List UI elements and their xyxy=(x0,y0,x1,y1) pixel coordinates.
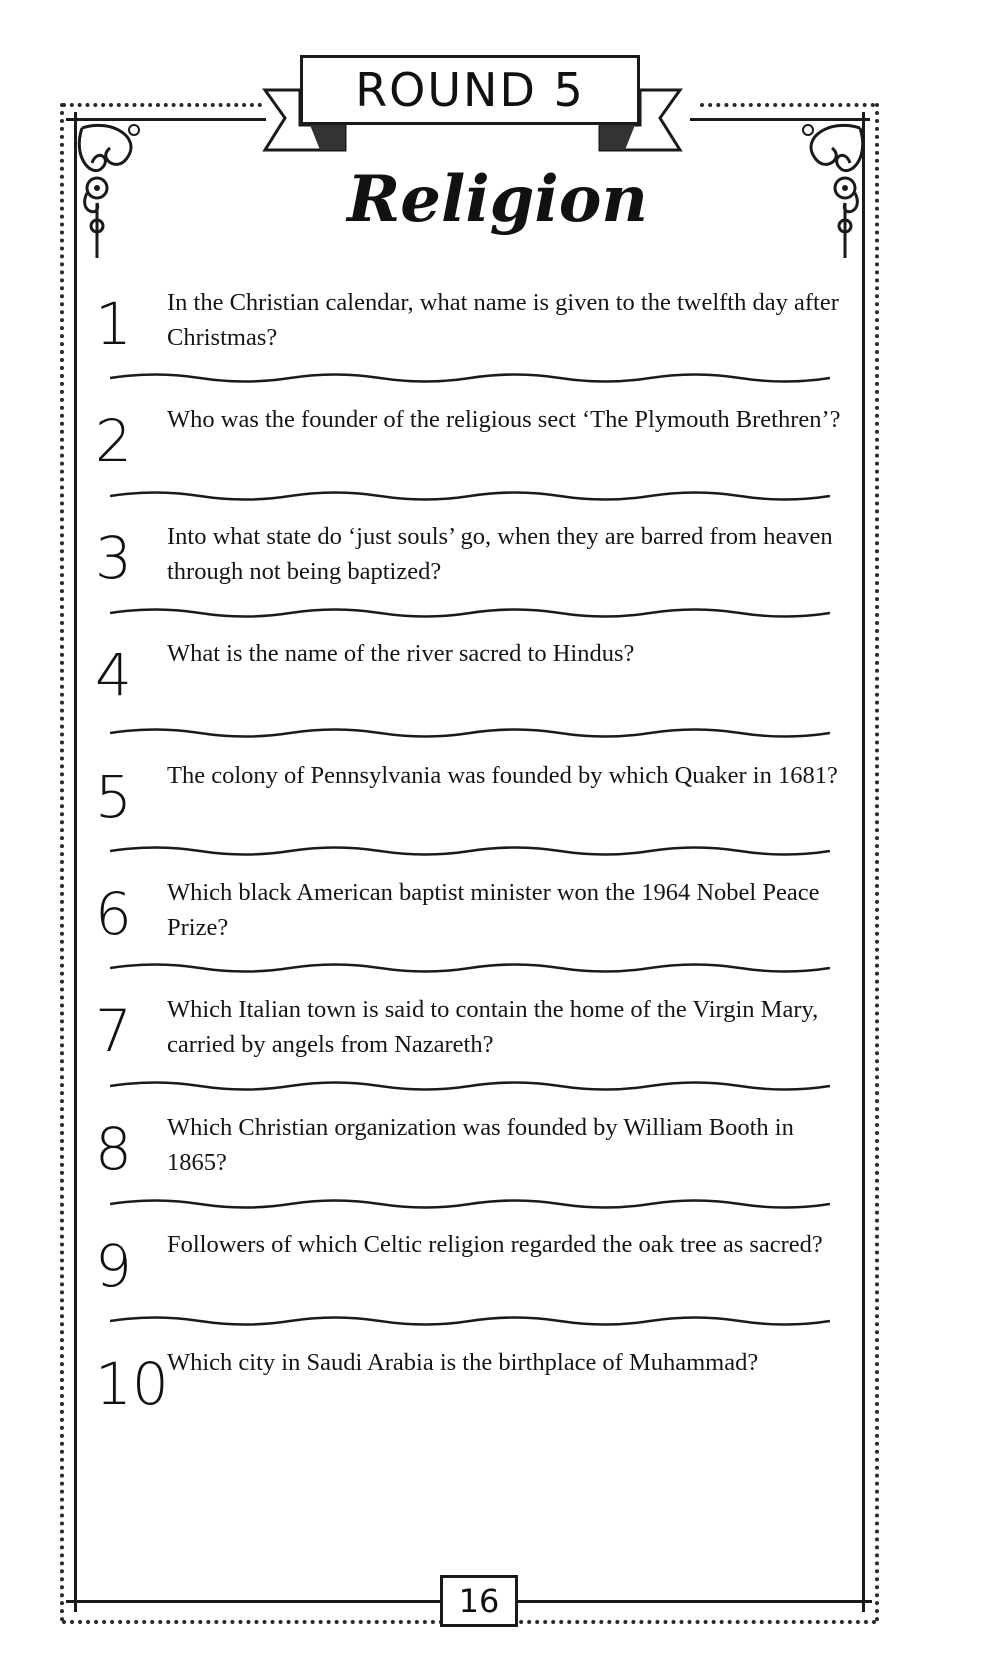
wavy-divider xyxy=(110,960,830,974)
question-text: In the Christian calendar, what name is given to the twelfth day after Christmas? xyxy=(167,289,839,351)
frame-left xyxy=(74,112,77,1612)
wavy-divider xyxy=(110,1078,830,1092)
right-dotted-border xyxy=(875,103,879,1623)
frame-right xyxy=(862,112,865,1612)
question-text: Into what state do ‘just souls’ go, when they are barred from heaven through not being baptized? xyxy=(167,523,833,585)
wavy-divider xyxy=(110,488,830,502)
page-title: Religion xyxy=(347,162,648,237)
wavy-divider xyxy=(110,843,830,857)
question-number: 8 xyxy=(95,1115,132,1183)
question-text: The colony of Pennsylvania was founded by which Quaker in 1681? xyxy=(167,762,838,789)
question-text: Which Christian organization was founded by William Booth in 1865? xyxy=(167,1114,794,1176)
page-number: 16 xyxy=(440,1575,518,1627)
round-label: ROUND 5 xyxy=(355,63,585,117)
question-number: 2 xyxy=(95,407,132,475)
question-text: Which city in Saudi Arabia is the birthplace of Muhammad? xyxy=(167,1349,759,1376)
wavy-divider xyxy=(110,725,830,739)
left-dotted-border xyxy=(60,103,64,1623)
question-number: 7 xyxy=(95,997,132,1065)
wavy-divider xyxy=(110,1313,830,1327)
question-text: Which black American baptist minister won the 1964 Nobel Peace Prize? xyxy=(167,879,820,941)
frame-bottom-right xyxy=(516,1600,872,1603)
question-number: 9 xyxy=(95,1232,132,1300)
question-text: What is the name of the river sacred to Hindus? xyxy=(167,640,635,667)
round-banner xyxy=(300,55,640,125)
wavy-divider xyxy=(110,1196,830,1210)
question-text: Followers of which Celtic religion regarded the oak tree as sacred? xyxy=(167,1231,823,1258)
question-number: 3 xyxy=(95,524,132,592)
question-number: 6 xyxy=(95,880,132,948)
question-number: 1 xyxy=(95,290,132,358)
wavy-divider xyxy=(110,370,830,384)
question-item xyxy=(95,1345,855,1455)
frame-bottom-left xyxy=(66,1600,442,1603)
question-text: Who was the founder of the religious sect ‘The Plymouth Brethren’? xyxy=(167,406,841,433)
question-number: 5 xyxy=(95,763,132,831)
wavy-divider xyxy=(110,605,830,619)
question-number: 4 xyxy=(95,641,132,709)
question-text: Which Italian town is said to contain the home of the Virgin Mary, carried by angels from Nazareth? xyxy=(167,996,819,1058)
question-number: 10 xyxy=(95,1350,169,1418)
